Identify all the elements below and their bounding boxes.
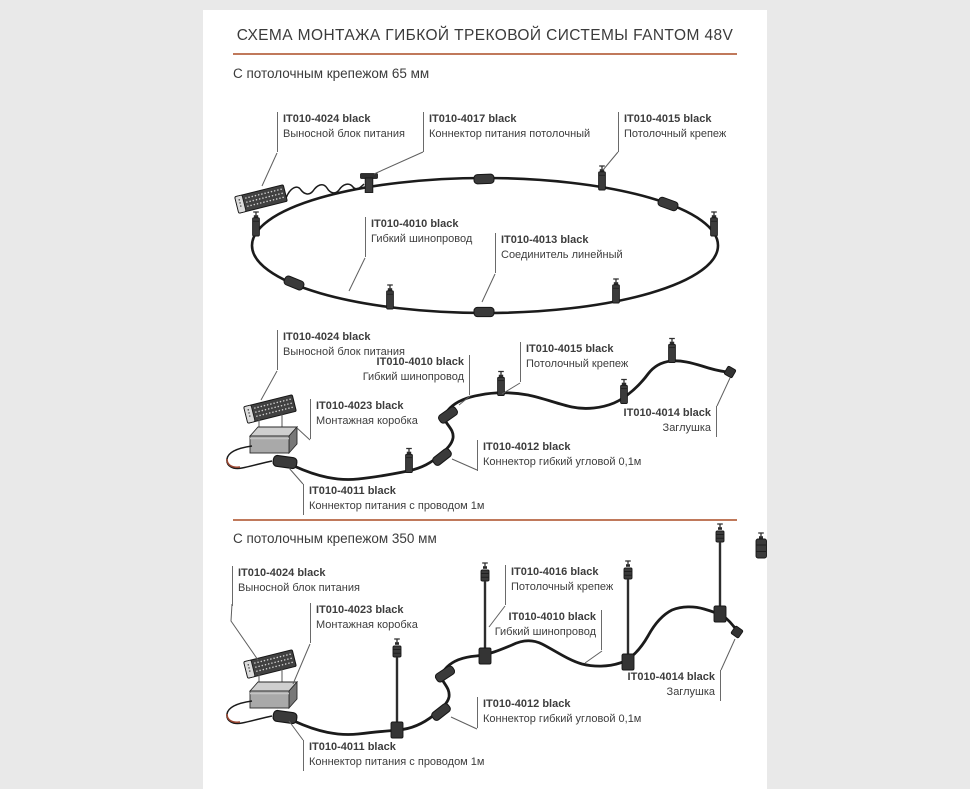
- part-code: IT010-4016 black: [511, 566, 599, 578]
- ceiling-mount-350: [622, 561, 634, 670]
- part-code: IT010-4011 black: [309, 741, 396, 753]
- part-label-it010-4015-d2: [520, 342, 628, 382]
- part-name: Заглушка: [662, 421, 711, 434]
- part-code: IT010-4014 black: [627, 671, 715, 683]
- part-code: IT010-4010 black: [508, 611, 596, 623]
- part-label-it010-4011-d2: [303, 484, 484, 515]
- part-name: Коннектор гибкий угловой 0,1м: [483, 712, 642, 725]
- part-name: Коннектор гибкий угловой 0,1м: [483, 455, 642, 468]
- part-code: IT010-4012 black: [483, 698, 571, 710]
- part-label-it010-4010-d1: [365, 217, 472, 257]
- corner-connector: [430, 702, 451, 722]
- part-name: Монтажная коробка: [316, 618, 418, 631]
- part-label-it010-4014-d2: [624, 406, 717, 437]
- part-name: Коннектор питания с проводом 1м: [309, 499, 485, 512]
- part-code: IT010-4023 black: [316, 604, 404, 616]
- part-label-it010-4010-d2: [363, 355, 470, 395]
- power-feed-connector: [273, 710, 298, 724]
- linear-connector: [283, 275, 305, 291]
- psu-unit: [244, 395, 297, 424]
- part-name: Гибкий шинопровод: [362, 370, 464, 383]
- ceiling-mount: [498, 372, 505, 396]
- part-name: Потолочный крепеж: [624, 127, 727, 140]
- part-code: IT010-4024 black: [283, 113, 371, 125]
- mounting-box: [250, 427, 297, 453]
- part-code: IT010-4013 black: [501, 234, 589, 246]
- part-name: Монтажная коробка: [316, 414, 418, 427]
- part-label-it010-4024-d3: [232, 566, 360, 606]
- ceiling-mount: [669, 339, 676, 363]
- linear-connector: [474, 307, 494, 316]
- ceiling-mount: [621, 380, 628, 404]
- part-label-it010-4012-d2: [477, 440, 641, 471]
- ceiling-mount-350: [714, 524, 726, 622]
- power-feed-connector: [273, 455, 298, 469]
- part-code: IT010-4017 black: [429, 113, 517, 125]
- ceiling-mount: [253, 212, 260, 236]
- part-label-it010-4012-d3: [477, 697, 641, 728]
- part-code: IT010-4015 black: [526, 343, 614, 355]
- part-label-it010-4010-d3: [495, 610, 602, 650]
- ceiling-mount: [406, 449, 413, 473]
- part-label-it010-4023-d2: [310, 399, 418, 439]
- part-code: IT010-4014 black: [623, 407, 711, 419]
- part-code: IT010-4024 black: [283, 331, 371, 343]
- part-code: IT010-4015 black: [624, 113, 712, 125]
- part-label-it010-4011-d3: [303, 740, 484, 771]
- ceiling-mount-350: [479, 563, 491, 664]
- end-cap: [724, 366, 736, 378]
- part-name: Потолочный крепеж: [526, 357, 629, 370]
- ceiling-power-connector: [361, 174, 378, 193]
- title-divider: [233, 53, 737, 55]
- part-label-it010-4016-d3: [505, 565, 613, 605]
- part-code: IT010-4024 black: [238, 567, 326, 579]
- section-heading-65mm: С потолочным крепежом 65 мм: [233, 66, 430, 81]
- psu-unit: [235, 185, 288, 214]
- psu-unit: [244, 650, 297, 679]
- part-label-it010-4015-d1: [618, 112, 726, 152]
- section-heading-350mm: С потолочным крепежом 350 мм: [233, 531, 437, 546]
- part-name: Коннектор питания потолочный: [429, 127, 591, 140]
- diagram-ring-65: [235, 166, 718, 317]
- part-code: IT010-4012 black: [483, 441, 571, 453]
- ceiling-mount: [599, 166, 606, 190]
- part-label-it010-4023-d3: [310, 603, 418, 643]
- part-name: Гибкий шинопровод: [371, 232, 473, 245]
- part-name: Потолочный крепеж: [511, 580, 614, 593]
- part-name: Соединитель линейный: [501, 248, 623, 261]
- mounting-box: [250, 682, 297, 708]
- part-label-it010-4017-d1: [423, 112, 590, 152]
- part-code: IT010-4010 black: [376, 356, 464, 368]
- part-code: IT010-4023 black: [316, 400, 404, 412]
- part-code: IT010-4010 black: [371, 218, 459, 230]
- section-divider: [233, 519, 737, 521]
- corner-connector: [431, 447, 452, 467]
- linear-connector: [657, 196, 679, 211]
- part-label-it010-4024-d1: [277, 112, 405, 152]
- part-name: Гибкий шинопровод: [494, 625, 596, 638]
- part-label-it010-4014-d3: [628, 670, 721, 701]
- end-cap: [731, 626, 744, 639]
- part-code: IT010-4011 black: [309, 485, 396, 497]
- linear-connector: [474, 174, 494, 184]
- ceiling-mount: [387, 285, 394, 309]
- part-label-it010-4013-d1: [495, 233, 623, 273]
- part-name: Выносной блок питания: [283, 127, 405, 140]
- ceiling-mount-350: [391, 639, 403, 738]
- ceiling-mount: [613, 279, 620, 303]
- ceiling-mount: [711, 212, 718, 236]
- part-name: Выносной блок питания: [283, 345, 405, 358]
- part-name: Коннектор питания с проводом 1м: [309, 755, 485, 768]
- page-title: СХЕМА МОНТАЖА ГИБКОЙ ТРЕКОВОЙ СИСТЕМЫ FANTOM 48V: [236, 27, 734, 44]
- part-name: Заглушка: [666, 685, 715, 698]
- part-name: Выносной блок питания: [238, 581, 360, 594]
- spare-mount-cylinder: [756, 533, 767, 558]
